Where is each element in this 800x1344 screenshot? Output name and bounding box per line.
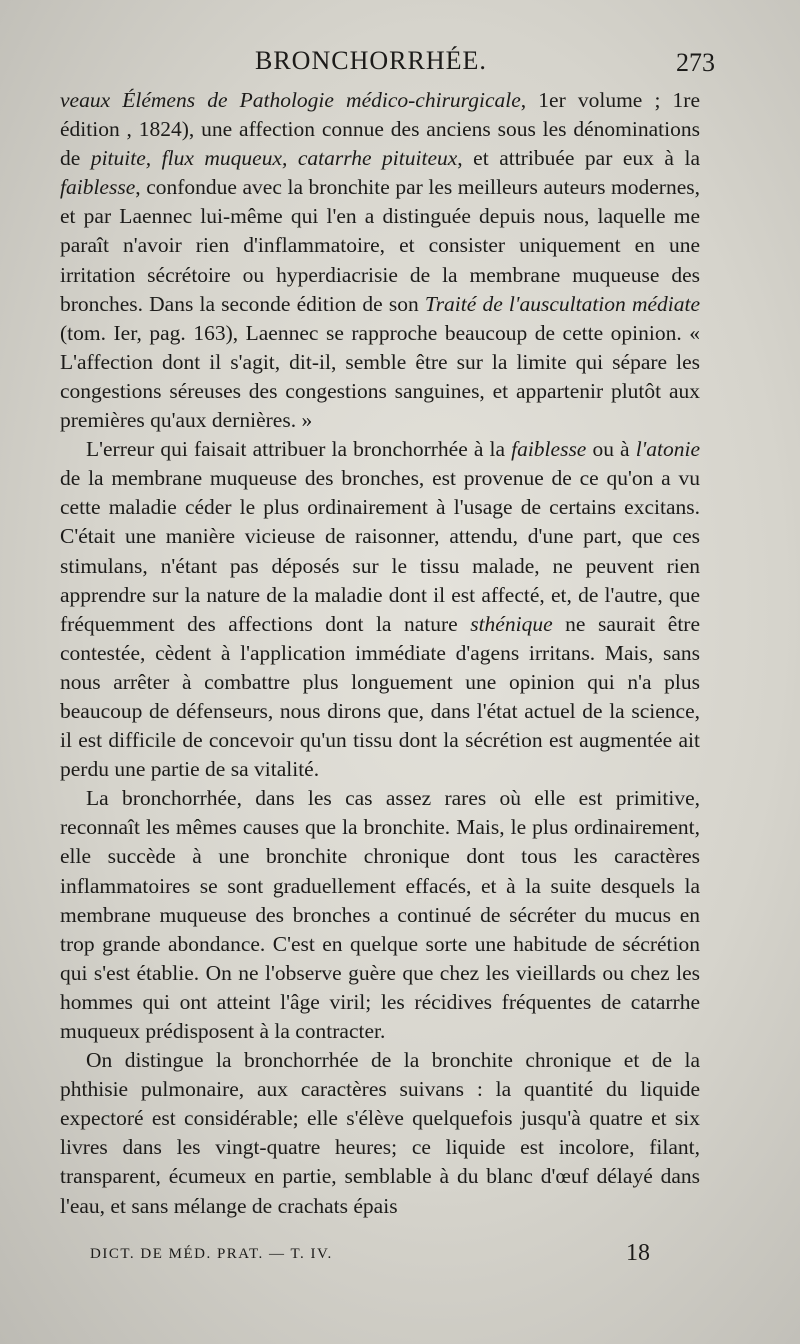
italic-text: veaux Élémens de Pathologie médico-chirurgicale (60, 88, 521, 112)
page-footer (90, 1240, 650, 1270)
italic-text: sthénique (470, 611, 553, 636)
paragraph (60, 784, 700, 1046)
italic-text: l'atonie (635, 437, 701, 462)
page-number: 273 (676, 48, 715, 77)
body-text (60, 86, 700, 1221)
text-run: , 1er volume ; 1re édition , 1824), une affection connue des anciens sous les dénominations de (60, 88, 700, 171)
text-run: (tom. Ier, pag. 163), Laennec se rapproche beaucoup de cette opinion. « L'affection dont il s'agit, dit-il, semble être sur la limite qui sépare les congestions séreuses des congestions sanguines, et appartenir plutôt aux premières qu'aux dernières. » (60, 320, 700, 433)
text-run: , et attribuée par eux à la (457, 146, 701, 171)
italic-text: pituite, flux muqueux, catarrhe pituiteux (90, 146, 458, 171)
paragraph (60, 1046, 700, 1221)
running-head: BRONCHORRHÉE. (255, 46, 487, 75)
text-run: ne saurait être contestée, cèdent à l'application immédiate d'agens irritans. Mais, sans nous arrêter à combattre plus longuement une opinion qui n'a plus beaucoup de défenseurs, nous dirons que, dans l'état actuel de la science, il est difficile de concevoir qu'un tissu dont la sécrétion est augmentée ait perdu une partie de sa vitalité. (60, 611, 700, 782)
text-run: La bronchorrhée, dans les cas assez rares où elle est primitive, reconnaît les mêmes causes que la bronchite. Mais, le plus ordinairement, elle succède à une bronchite chronique dont tous les caractères inflammatoires se sont graduellement effacés, et à la suite desquels la membrane muqueuse des bronches a continué de sécréter du mucus en trop grande abondance. C'est en quelque sorte une habitude de sécrétion qui s'est établie. On ne l'observe guère que chez les vieillards ou chez les hommes qui ont atteint l'âge viril; les récidives fréquentes de catarrhe muqueux prédisposent à la contracter. (60, 786, 700, 1043)
italic-text: Traité de l'auscultation médiate (424, 291, 700, 316)
signature-mark: 18 (626, 1240, 650, 1266)
italic-text: faiblesse (511, 437, 587, 462)
printer-signature: DICT. DE MÉD. PRAT. — T. IV. (90, 1246, 333, 1262)
page-header (60, 46, 715, 80)
text-run: de la membrane muqueuse des bronches, est provenue de ce qu'on a vu cette maladie céder le plus ordinairement à l'usage de certains excitans. C'était une manière vicieuse de raisonner, attendu, d'une part, que ces stimulans, n'étant pas déposés sur le tissu malade, ne peuvent rien apprendre sur la nature de la maladie dont il est affecté, et, de l'autre, que fréquemment des affections dont la nature (60, 466, 700, 636)
italic-text: faiblesse (60, 175, 136, 200)
text-run: , confondue avec la bronchite par les meilleurs auteurs modernes, et par Laennec lui-même qui l'en a distinguée depuis nous, laquelle me paraît n'avoir rien d'inflammatoire, et consister uniquement en une irritation sécrétoire ou hyperdiacrisie de la membrane muqueuse des bronches. Dans la seconde édition de son (60, 175, 700, 316)
paragraph (60, 86, 700, 435)
paragraph (60, 435, 700, 784)
text-run: On distingue la bronchorrhée de la bronchite chronique et de la phthisie pulmonaire, aux caractères suivans : la quantité du liquide expectoré est considérable; elle s'élève quelquefois jusqu'à quatre et six livres dans les vingt-quatre heures; ce liquide est incolore, filant, transparent, écumeux en partie, semblable à du blanc d'œuf délayé dans l'eau, et sans mélange de crachats épais (60, 1048, 700, 1218)
text-run: L'erreur qui faisait attribuer la bronchorrhée à la (86, 437, 512, 462)
text-run: ou à (586, 437, 636, 462)
